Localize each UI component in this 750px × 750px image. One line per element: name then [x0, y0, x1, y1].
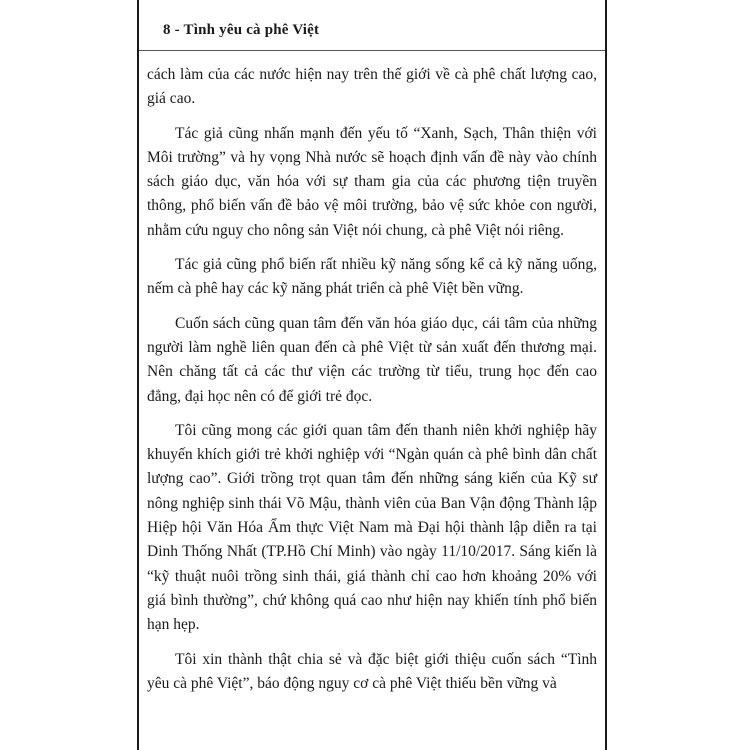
header-separator: - [174, 22, 180, 38]
running-header [163, 22, 319, 39]
page-body [147, 63, 597, 696]
paragraph: cách làm của các nước hiện nay trên thế giới về cà phê chất lượng cao, giá cao. [147, 66, 597, 108]
paragraph: Tác giả cũng phổ biến rất nhiều kỹ năng sống kể cả kỹ năng uống, nếm cà phê hay các kỹ năng phát triển cà phê Việt bền vững. [147, 256, 597, 298]
header-divider [139, 50, 605, 51]
paragraph: Tôi cũng mong các giới quan tâm đến thanh niên khởi nghiệp hãy khuyến khích giới trẻ khởi nghiệp với “Ngàn quán cà phê bình dân chất lượng cao”. Giới trồng trọt quan tâm đến những sáng kiến của Kỹ sư nông nghiệp sinh thái Võ Mậu, thành viên của Ban Vận động Thành lập Hiệp hội Văn Hóa Ẩm thực Việt Nam mà Đại hội thành lập diễn ra tại Dinh Thống Nhất (TP.Hồ Chí Minh) vào ngày 11/10/2017. Sáng kiến là “kỹ thuật nuôi trồng sinh thái, giá thành chỉ cao hơn khoảng 20% với giá bình thường”, chứ không quá cao như hiện nay khiến tính phổ biến hạn hẹp. [147, 421, 597, 634]
page-number: 8 [163, 22, 171, 38]
paragraph: Tôi xin thành thật chia sẻ và đặc biệt giới thiệu cuốn sách “Tình yêu cà phê Việt”, báo động nguy cơ cà phê Việt thiếu bền vững và [147, 650, 597, 692]
paragraph: Cuốn sách cũng quan tâm đến văn hóa giáo dục, cái tâm của những người làm nghề liên quan đến cà phê Việt từ sản xuất đến thương mại. Nên chăng tất cả các thư viện các trường từ tiểu, trung học đến cao đẳng, đại học nên có để giới trẻ đọc. [147, 314, 597, 405]
book-title: Tình yêu cà phê Việt [183, 22, 320, 38]
paragraph: Tác giả cũng nhấn mạnh đến yếu tố “Xanh, Sạch, Thân thiện với Môi trường” và hy vọng Nhà nước sẽ hoạch định vấn đề này vào chính sách giáo dục, văn hóa với sự tham gia của các phương tiện truyền thông, phổ biến vấn đề bảo vệ môi trường, bảo vệ sức khỏe con người, nhằm cứu nguy cho nông sản Việt nói chung, cà phê Việt nói riêng. [147, 124, 597, 239]
book-page [137, 0, 607, 750]
